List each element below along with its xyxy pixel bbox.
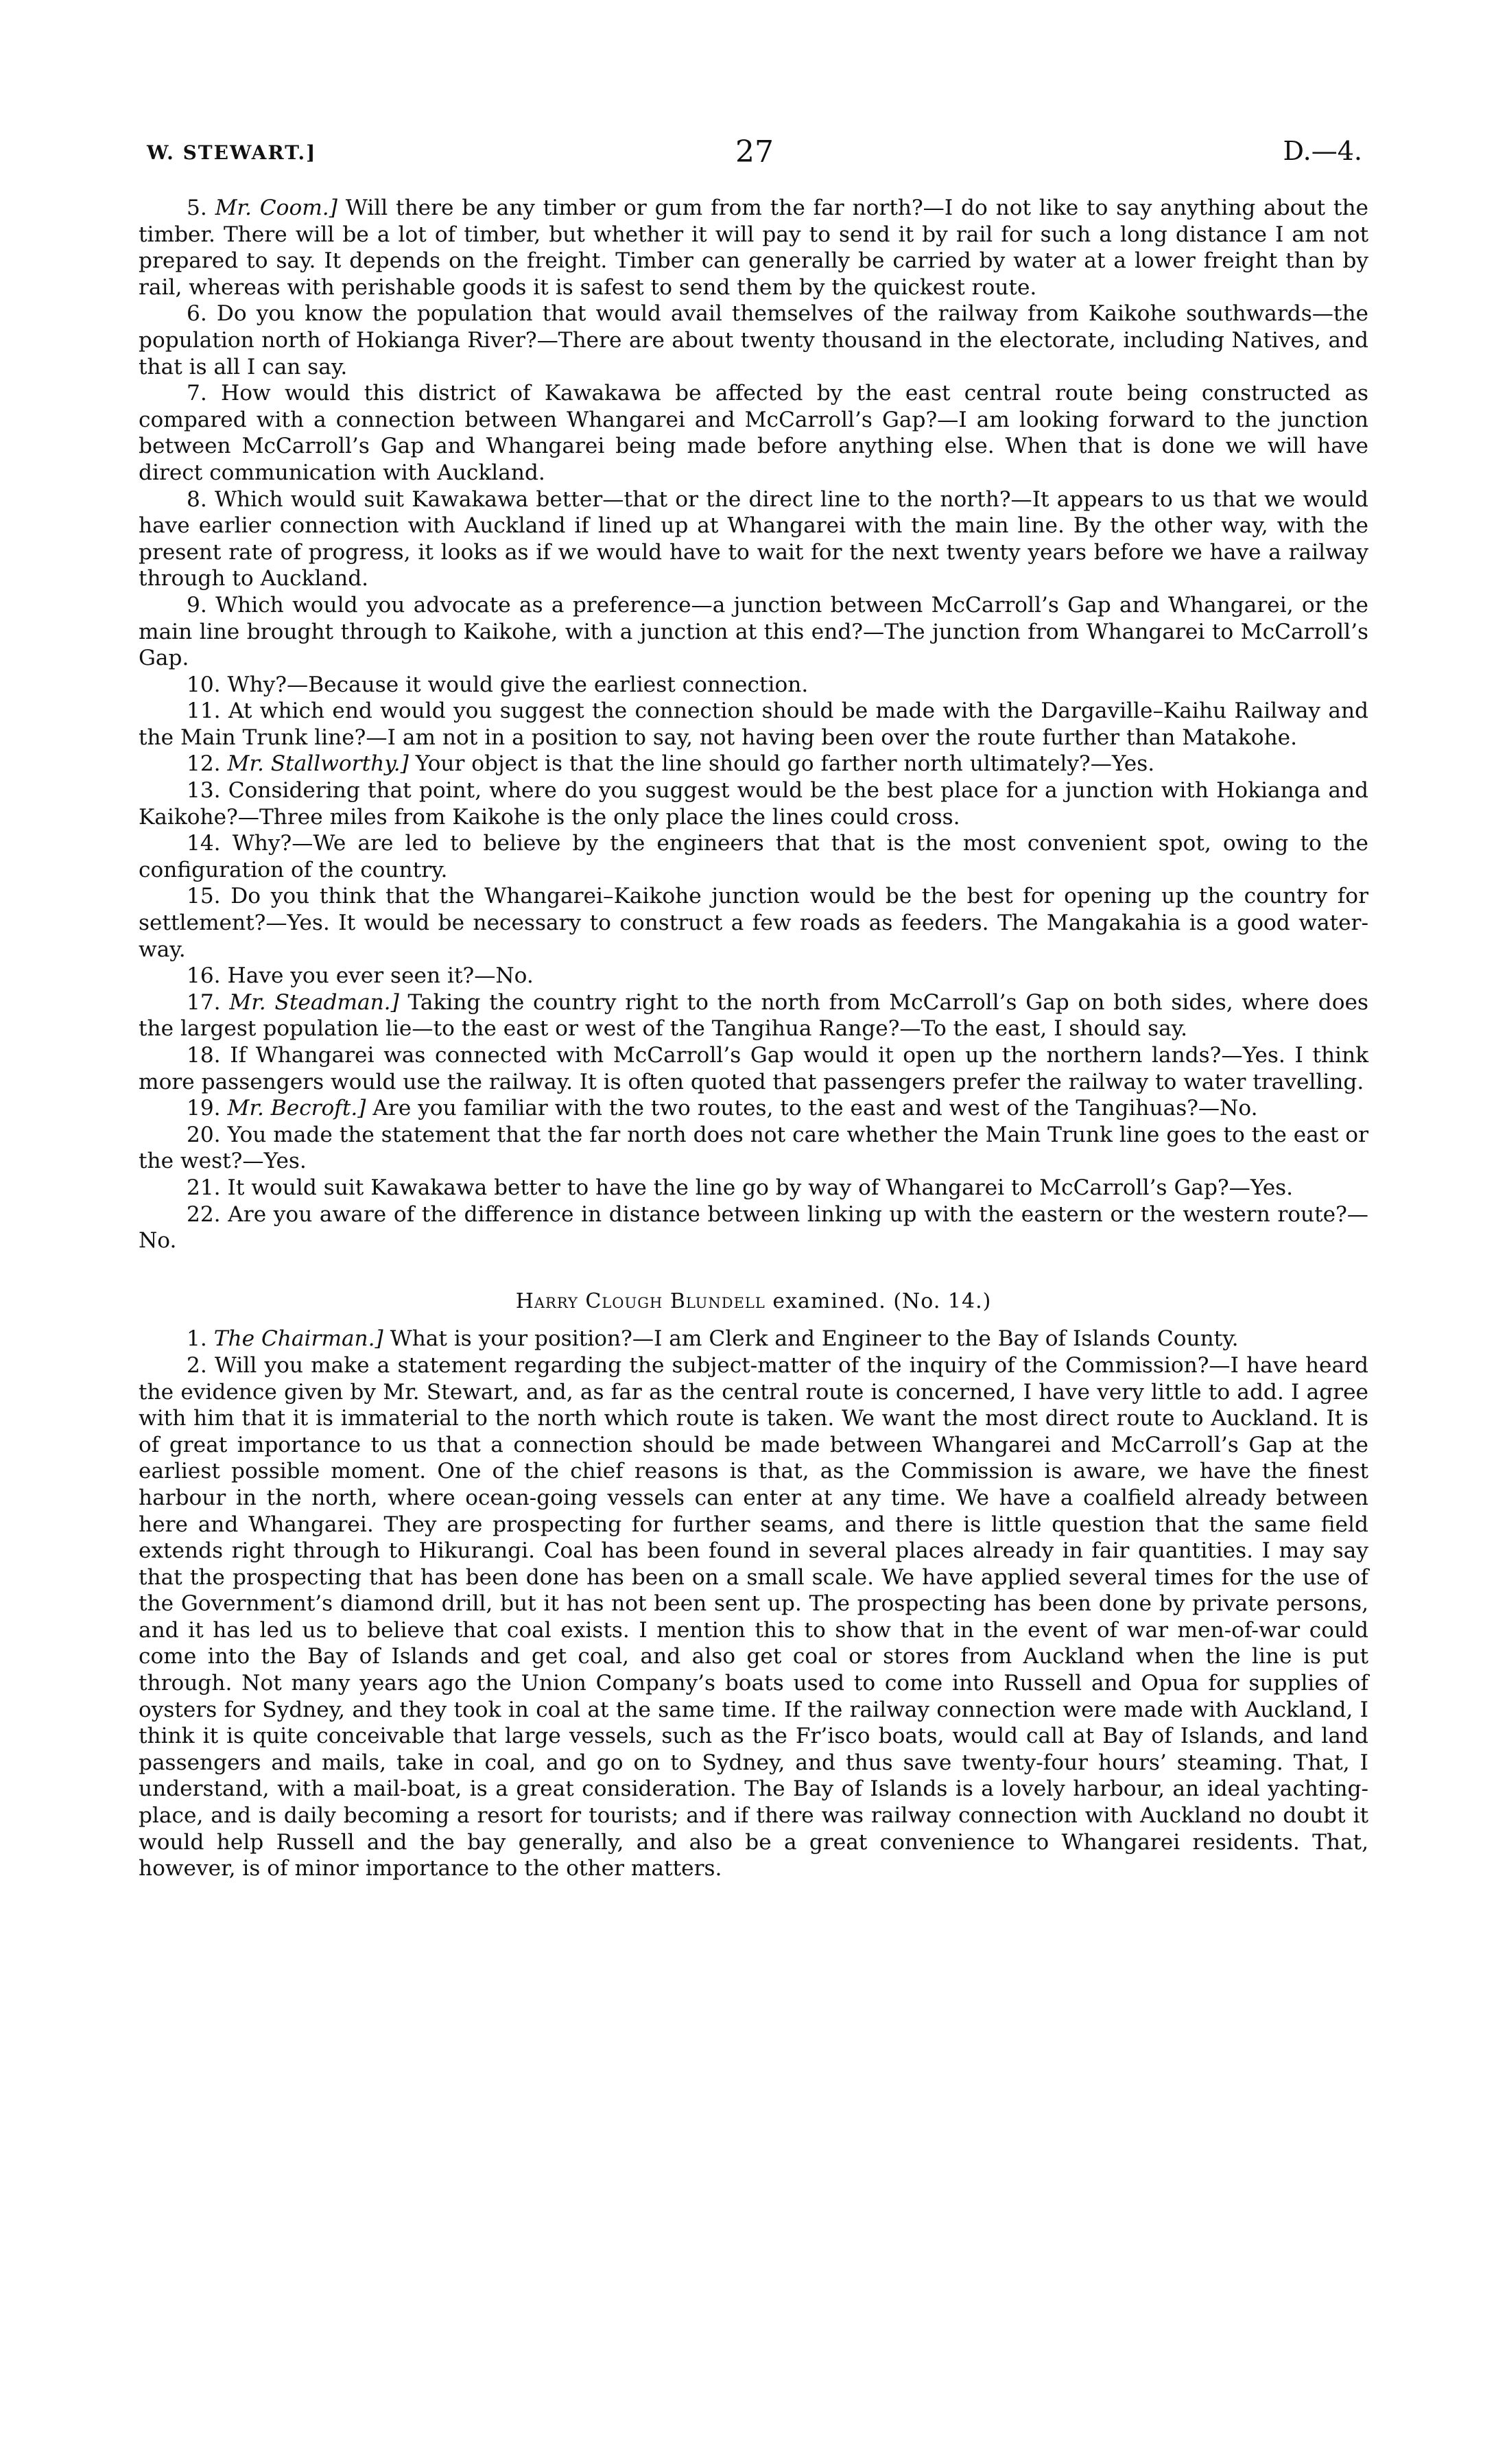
question-number: 10. <box>187 672 221 697</box>
question-text: Which would suit Kawakawa better—that or the direct line to the north?—It appears to us that we would have earlier connection with Auckland if lined up at Whangarei with the main line. By the other way, with the present rate of progress, it looks as if we would have to wait for the next twenty years before we have a railway through to Auckland. <box>139 486 1368 591</box>
question-paragraph <box>139 195 1368 301</box>
question-text: Your object is that the line should go farther north ultimately?—Yes. <box>415 751 1155 777</box>
question-text: If Whangarei was connected with McCarroll’s Gap would it open up the northern lands?—Yes. I think more passengers would use the railway. It is often quoted that passengers prefer the railway to water travelling. <box>139 1043 1368 1094</box>
question-text: How would this district of Kawakawa be affected by the east central route being constructed as compared with a connection between Whangarei and McCarroll’s Gap?—I am looking forward to the junction between McCarroll’s Gap and Whangarei being made before anything else. When that is done we will have direct communication with Auckland. <box>139 381 1368 485</box>
page-header <box>147 134 1362 176</box>
question-text: Do you know the population that would avail themselves of the railway from Kaikohe southwards—the population north of Hokianga River?—There are about twenty thousand in the electorate, including Natives, and that is all I can say. <box>139 301 1368 379</box>
question-text: You made the statement that the far north does not care whether the Main Trunk line goes to the east or the west?—Yes. <box>139 1122 1368 1174</box>
question-paragraph <box>139 301 1368 380</box>
question-text: Are you familiar with the two routes, to the east and west of the Tangihuas?—No. <box>372 1096 1258 1121</box>
question-text: Taking the country right to the north from McCarroll’s Gap on both sides, where does the largest population lie—to the east or west of the Tangihua Range?—To the east, I should say. <box>139 989 1368 1042</box>
question-paragraph <box>139 777 1368 830</box>
question-text: Which would you advocate as a preference—a junction between McCarroll’s Gap and Whangarei, or the main line brought through to Kaikohe, with a junction at this end?—The junction from Whangarei to McCarroll’s Gap. <box>139 592 1368 671</box>
question-number: 20. <box>187 1122 221 1147</box>
question-paragraph <box>139 672 1368 699</box>
witness-label: examined. <box>772 1289 886 1313</box>
question-paragraph <box>139 751 1368 777</box>
question-text: Do you think that the Whangarei–Kaikohe junction would be the best for opening up the country for settlement?—Yes. It would be necessary to construct a few roads as feeders. The Mangakahia is a good water-way. <box>139 884 1368 962</box>
question-paragraph <box>139 883 1368 963</box>
question-paragraph <box>139 830 1368 883</box>
witness-number: (No. 14.) <box>893 1289 992 1313</box>
question-paragraph <box>139 1201 1368 1254</box>
question-paragraph <box>139 380 1368 486</box>
document-code: D.—4. <box>1283 136 1362 166</box>
question-paragraph <box>139 592 1368 672</box>
stewart-evidence <box>139 195 1368 1254</box>
speaker-name: Mr. Steadman.] <box>229 989 399 1015</box>
speaker-name: The Chairman.] <box>213 1326 383 1352</box>
question-paragraph <box>139 1326 1368 1352</box>
question-paragraph <box>139 1042 1368 1095</box>
question-number: 6. <box>187 301 207 327</box>
question-text: Will you make a statement regarding the subject-matter of the inquiry of the Commission?—I have heard the evidence given by Mr. Stewart, and, as far as the central route is concerned, I have very little to add. I agree with him that it is immaterial to the north which route is taken. We want the most direct route to Auckland. It is of great importance to us that a connection should be made between Whangarei and McCarroll’s Gap at the earliest possible moment. One of the chief reasons is that, as the Commission is aware, we have the finest harbour in the north, where ocean-going vessels can enter at any time. We have a coalfield already between here and Whangarei. They are prospecting for further seams, and there is little question that the same field extends right through to Hikurangi. Coal has been found in several places already in fair quantities. I may say that the prospecting that has been done has been on a small scale. We have applied several times for the use of the Government’s diamond drill, but it has not been sent up. The prospecting has been done by private persons, and it has led us to believe that coal exists. I mention this to show that in the event of war men-of-war could come into the Bay of Islands and get coal, and also get coal or stores from Auckland when the line is put through. Not many years ago the Union Company’s boats used to come into Russell and Opua for supplies of oysters for Sydney, and they took in coal at the same time. If the railway connection were made with Auckland, I think it is quite conceivable that large vessels, such as the Fr’isco boats, would call at Bay of Islands, and land passengers and mails, take in coal, and go on to Sydney, and thus save twenty-four hours’ steaming. That, I understand, with a mail-boat, is a great consideration. The Bay of Islands is a lovely harbour, an ideal yachting-place, and is daily becoming a resort for tourists; and if there was railway connection with Auckland no doubt it would help Russell and the bay generally, and also be a great convenience to Whangarei residents. That, however, is of minor importance to the other matters. <box>139 1352 1368 1881</box>
question-text: What is your position?—I am Clerk and Engineer to the Bay of Islands County. <box>390 1326 1239 1352</box>
speaker-name: Mr. Coom.] <box>215 196 337 220</box>
question-number: 8. <box>187 486 207 512</box>
question-number: 1. <box>187 1326 207 1352</box>
question-number: 11. <box>187 699 221 724</box>
question-paragraph <box>139 698 1368 751</box>
question-number: 9. <box>187 592 207 618</box>
question-paragraph <box>139 1175 1368 1201</box>
speaker-name: Mr. Becroft.] <box>227 1096 366 1121</box>
question-paragraph <box>139 1352 1368 1882</box>
question-text: Are you aware of the difference in distance between linking up with the eastern or the western route?—No. <box>139 1201 1368 1254</box>
page-number: 27 <box>735 134 774 169</box>
evidence-body <box>139 195 1368 1882</box>
question-number: 12. <box>187 751 221 777</box>
question-text: Will there be any timber or gum from the far north?—I do not like to say anything about the timber. There will be a lot of timber, but whether it will pay to send it by rail for such a long distance I am not prepared to say. It depends on the freight. Timber can generally be carried by water at a lower freight than by rail, whereas with perishable goods it is safest to send them by the quickest route. <box>139 196 1368 300</box>
speaker-name: Mr. Stallworthy.] <box>227 751 409 777</box>
question-number: 2. <box>187 1352 207 1378</box>
question-number: 19. <box>187 1096 221 1121</box>
question-number: 16. <box>187 963 221 989</box>
question-number: 7. <box>187 381 207 406</box>
blundell-evidence <box>139 1326 1368 1881</box>
question-number: 14. <box>187 831 221 856</box>
question-paragraph <box>139 486 1368 592</box>
question-text: Why?—Because it would give the earliest connection. <box>227 672 809 697</box>
question-number: 15. <box>187 884 221 909</box>
question-paragraph <box>139 989 1368 1042</box>
question-paragraph <box>139 963 1368 989</box>
question-number: 18. <box>187 1043 221 1068</box>
question-text: Why?—We are led to believe by the engineers that that is the most convenient spot, owing to the configuration of the country. <box>139 831 1368 882</box>
question-paragraph <box>139 1122 1368 1175</box>
witness-heading <box>139 1289 1368 1315</box>
question-number: 21. <box>187 1175 221 1200</box>
witness-name: Harry Clough Blundell <box>515 1289 766 1313</box>
question-number: 5. <box>187 196 207 220</box>
question-number: 13. <box>187 778 221 803</box>
question-number: 17. <box>187 989 221 1015</box>
question-text: At which end would you suggest the connection should be made with the Dargaville–Kaihu Railway and the Main Trunk line?—I am not in a position to say, not having been over the route further than Matakohe. <box>139 699 1369 750</box>
question-text: It would suit Kawakawa better to have the line go by way of Whangarei to McCarroll’s Gap?—Yes. <box>227 1175 1294 1200</box>
running-head-witness: W. STEWART.] <box>147 141 317 164</box>
question-text: Considering that point, where do you suggest would be the best place for a junction with Hokianga and Kaikohe?—Three miles from Kaikohe is the only place the lines could cross. <box>139 778 1368 830</box>
question-number: 22. <box>187 1201 221 1227</box>
question-text: Have you ever seen it?—No. <box>227 963 534 989</box>
question-paragraph <box>139 1095 1368 1122</box>
